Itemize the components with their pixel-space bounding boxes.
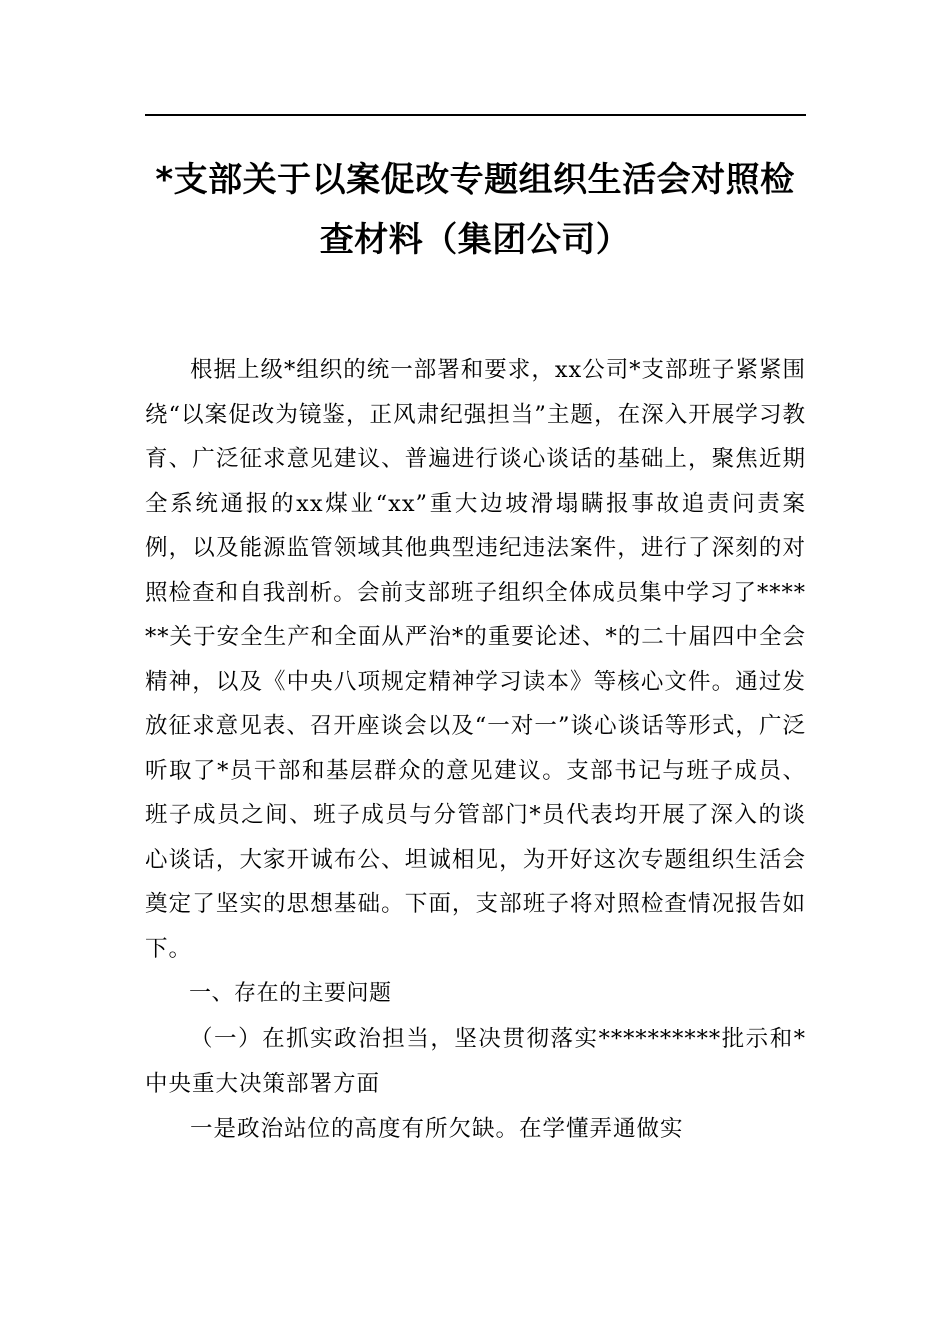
subsection-heading-political: （一）在抓实政治担当，坚决贯彻落实**********批示和*中央重大决策部署方面 (145, 1026, 806, 1097)
intro-paragraph: 根据上级*组织的统一部署和要求，xx公司*支部班子紧紧围绕“以案促改为镜鉴，正风肃纪强担当”主题，在深入开展学习教育、广泛征求意见建议、普遍进行谈心谈话的基础上，聚焦近期全系统通报的xx煤业“xx”重大边坡滑塌瞒报事故追责问责案例，以及能源监管领域其他典型违纪违法案件，进行了深刻的对照检查和自我剖析。会前支部班子组织全体成员集中学习了******关于安全生产和全面从严治*的重要论述、*的二十届四中全会精神，以及《中央八项规定精神学习读本》等核心文件。通过发放征求意见表、召开座谈会以及“一对一”谈心谈话等形式，广泛听取了*员干部和基层群众的意见建议。支部书记与班子成员、班子成员之间、班子成员与分管部门*员代表均开展了深入的谈心谈话，大家开诚布公、坦诚相见，为开好这次专题组织生活会奠定了坚实的思想基础。下面，支部班子将对照检查情况报告如下。 (145, 357, 806, 962)
document-body (145, 348, 806, 1152)
document-title (120, 150, 830, 270)
title-line-2: 查材料（集团公司） (319, 220, 631, 260)
title-line-1: *支部关于以案促改专题组织生活会对照检 (155, 160, 795, 200)
section-heading-problems: 一、存在的主要问题 (189, 981, 392, 1006)
header-rule (145, 114, 806, 116)
point-paragraph-start: 一是政治站位的高度有所欠缺。在学懂弄通做实 (190, 1116, 684, 1142)
